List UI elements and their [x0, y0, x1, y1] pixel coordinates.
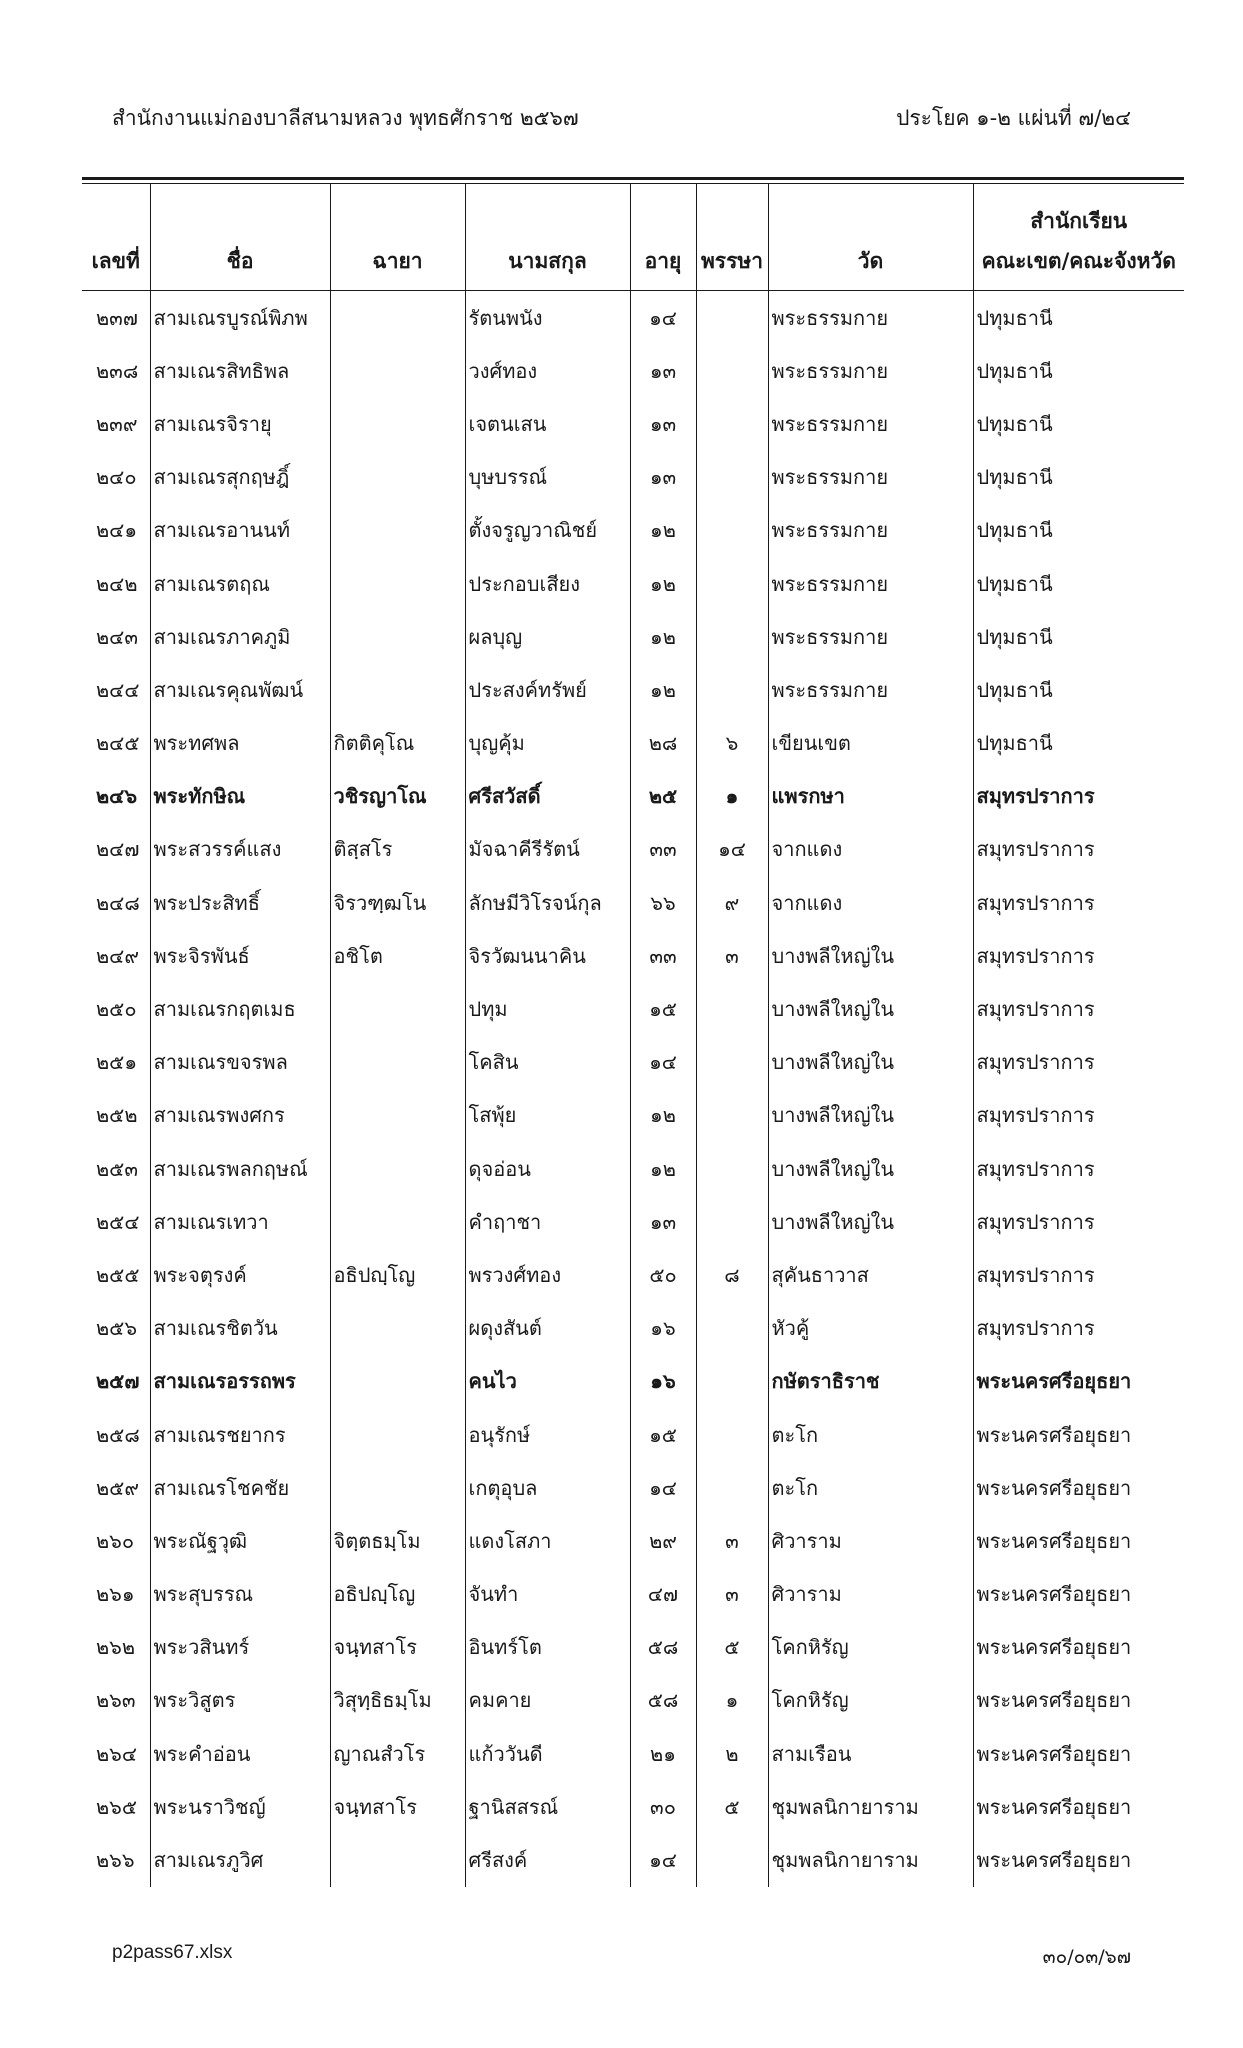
cell-name: สามเณรบูรณ์พิภพ [150, 291, 330, 345]
cell-pansa [696, 1355, 768, 1408]
cell-pansa: ๑๔ [696, 823, 768, 876]
cell-number: ๒๓๙ [96, 411, 138, 436]
cell-name: สามเณรอานนท์ [150, 504, 330, 557]
cell-school: สมุทรปราการ [973, 876, 1184, 929]
cell-school: พระนครศรีอยุธยา [973, 1408, 1184, 1461]
cell-number: ๒๖๐ [96, 1528, 135, 1553]
cell-number: ๒๔๘ [96, 890, 140, 915]
cell-wat: จากแดง [768, 823, 973, 876]
cell-wat: พระธรรมกาย [768, 451, 973, 504]
cell-wat: ศิวาราม [768, 1514, 973, 1567]
cell-chaya [330, 1036, 465, 1089]
table-row [82, 1727, 1184, 1780]
cell-school: ปทุมธานี [973, 451, 1184, 504]
cell-wat: ตะโก [768, 1408, 973, 1461]
cell-pansa: ๒ [696, 1727, 768, 1780]
cell-name: พระจิรพันธ์ [150, 929, 330, 982]
cell-name: พระสวรรค์แสง [150, 823, 330, 876]
cell-wat: สุคันธาวาส [768, 1248, 973, 1301]
table-row [82, 1302, 1184, 1355]
col-header-surname: นามสกุล [465, 184, 630, 291]
cell-age: ๑๖ [630, 1355, 696, 1408]
cell-age: ๑๔ [630, 1461, 696, 1514]
cell-school: สมุทรปราการ [973, 1036, 1184, 1089]
table-row [82, 717, 1184, 770]
table-row [82, 1568, 1184, 1621]
cell-pansa [696, 504, 768, 557]
cell-surname: ปทุม [465, 982, 630, 1035]
cell-surname: ศรีสวัสดิ์ [465, 770, 630, 823]
cell-name: สามเณรจิรายุ [150, 397, 330, 450]
cell-surname: รัตนพนัง [465, 291, 630, 345]
cell-surname: อินทร์โต [465, 1621, 630, 1674]
table-row [82, 1195, 1184, 1248]
cell-number: ๒๔๐ [96, 465, 137, 490]
cell-school: พระนครศรีอยุธยา [973, 1568, 1184, 1621]
cell-wat: บางพลีใหญ่ใน [768, 929, 973, 982]
cell-surname: พรวงศ์ทอง [465, 1248, 630, 1301]
col-header-name: ชื่อ [150, 184, 330, 291]
cell-chaya: อธิปญฺโญ [330, 1568, 465, 1621]
cell-surname: ประกอบเสียง [465, 557, 630, 610]
cell-name: สามเณรอรรถพร [150, 1355, 330, 1408]
table-row [82, 982, 1184, 1035]
cell-wat: พระธรรมกาย [768, 291, 973, 345]
cell-age: ๒๘ [630, 717, 696, 770]
cell-surname: คมคาย [465, 1674, 630, 1727]
cell-pansa [696, 610, 768, 663]
cell-school: สมุทรปราการ [973, 1195, 1184, 1248]
cell-chaya [330, 610, 465, 663]
cell-age: ๑๔ [630, 1833, 696, 1886]
cell-surname: จิรวัฒนนาคิน [465, 929, 630, 982]
table-row [82, 1514, 1184, 1567]
col-header-wat: วัด [768, 184, 973, 291]
cell-surname: ศรีสงค์ [465, 1833, 630, 1886]
cell-school: ปทุมธานี [973, 557, 1184, 610]
cell-chaya [330, 397, 465, 450]
cell-pansa: ๓ [696, 1568, 768, 1621]
cell-age: ๑๒ [630, 504, 696, 557]
cell-name: สามเณรภูวิศ [150, 1833, 330, 1886]
col-header-age: อายุ [630, 184, 696, 291]
cell-chaya [330, 1833, 465, 1886]
cell-name: สามเณรขจรพล [150, 1036, 330, 1089]
cell-age: ๕๐ [630, 1248, 696, 1301]
cell-pansa [696, 1461, 768, 1514]
cell-wat: ศิวาราม [768, 1568, 973, 1621]
cell-school: พระนครศรีอยุธยา [973, 1780, 1184, 1833]
cell-number: ๒๔๙ [96, 943, 139, 968]
cell-surname: เกตุอุบล [465, 1461, 630, 1514]
cell-surname: บุญคุ้ม [465, 717, 630, 770]
cell-pansa [696, 1036, 768, 1089]
cell-number: ๒๔๑ [96, 518, 138, 543]
cell-wat: พระธรรมกาย [768, 344, 973, 397]
cell-age: ๓๓ [630, 929, 696, 982]
cell-age: ๓๐ [630, 1780, 696, 1833]
cell-number: ๒๓๗ [96, 305, 138, 330]
cell-school: สมุทรปราการ [973, 982, 1184, 1035]
cell-wat: บางพลีใหญ่ใน [768, 1195, 973, 1248]
cell-pansa [696, 397, 768, 450]
table-row [82, 876, 1184, 929]
col-header-school-top: สำนักเรียน [1030, 209, 1128, 234]
cell-number: ๒๕๓ [96, 1156, 138, 1181]
cell-pansa [696, 557, 768, 610]
cell-name: สามเณรชิตวัน [150, 1302, 330, 1355]
table-row [82, 451, 1184, 504]
cell-wat: พระธรรมกาย [768, 557, 973, 610]
cell-name: พระจตุรงค์ [150, 1248, 330, 1301]
cell-name: สามเณรตฤณ [150, 557, 330, 610]
table-row [82, 1621, 1184, 1674]
cell-pansa [696, 451, 768, 504]
cell-surname: โคสิน [465, 1036, 630, 1089]
cell-chaya [330, 344, 465, 397]
col-header-school-bottom: คณะเขต/คณะจังหวัด [981, 249, 1176, 274]
cell-school: สมุทรปราการ [973, 929, 1184, 982]
cell-chaya [330, 1089, 465, 1142]
cell-school: สมุทรปราการ [973, 1142, 1184, 1195]
cell-age: ๔๗ [630, 1568, 696, 1621]
cell-school: สมุทรปราการ [973, 1302, 1184, 1355]
cell-name: สามเณรสิทธิพล [150, 344, 330, 397]
cell-school: พระนครศรีอยุธยา [973, 1514, 1184, 1567]
cell-number: ๒๕๙ [96, 1475, 139, 1500]
cell-pansa [696, 982, 768, 1035]
cell-wat: โคกหิรัญ [768, 1621, 973, 1674]
cell-number: ๒๖๔ [96, 1741, 138, 1766]
cell-name: พระนราวิชญ์ [150, 1780, 330, 1833]
cell-age: ๒๑ [630, 1727, 696, 1780]
col-header-school [973, 184, 1184, 291]
cell-school: ปทุมธานี [973, 397, 1184, 450]
cell-surname: ดุจอ่อน [465, 1142, 630, 1195]
cell-number: ๒๖๓ [96, 1688, 136, 1713]
cell-number: ๒๖๑ [96, 1582, 135, 1607]
table-row [82, 1089, 1184, 1142]
cell-wat: บางพลีใหญ่ใน [768, 1036, 973, 1089]
cell-surname: ตั้งจรูญวาณิชย์ [465, 504, 630, 557]
cell-wat: แพรกษา [768, 770, 973, 823]
cell-wat: ตะโก [768, 1461, 973, 1514]
cell-chaya: ติสฺสโร [330, 823, 465, 876]
cell-pansa: ๑ [696, 1674, 768, 1727]
cell-chaya [330, 1195, 465, 1248]
cell-wat: ชุมพลนิกายาราม [768, 1780, 973, 1833]
cell-name: สามเณรภาคภูมิ [150, 610, 330, 663]
cell-name: พระทักษิณ [150, 770, 330, 823]
table-row [82, 1461, 1184, 1514]
table-row [82, 1248, 1184, 1301]
cell-surname: ประสงค์ทรัพย์ [465, 663, 630, 716]
cell-pansa [696, 1089, 768, 1142]
cell-age: ๑๕ [630, 1408, 696, 1461]
cell-age: ๖๖ [630, 876, 696, 929]
cell-number: ๒๕๐ [96, 997, 137, 1022]
cell-chaya [330, 557, 465, 610]
cell-surname: แดงโสภา [465, 1514, 630, 1567]
table-row [82, 557, 1184, 610]
cell-number: ๒๕๖ [96, 1316, 138, 1341]
cell-chaya [330, 1355, 465, 1408]
cell-wat: พระธรรมกาย [768, 504, 973, 557]
cell-number: ๒๕๗ [96, 1369, 140, 1394]
col-header-pansa: พรรษา [696, 184, 768, 291]
cell-chaya [330, 504, 465, 557]
cell-wat: โคกหิรัญ [768, 1674, 973, 1727]
cell-pansa: ๙ [696, 876, 768, 929]
table-header-row [82, 184, 1184, 291]
cell-surname: เจตนเสน [465, 397, 630, 450]
table-row [82, 663, 1184, 716]
footer-filename: p2pass67.xlsx [112, 1942, 233, 1963]
cell-school: พระนครศรีอยุธยา [973, 1621, 1184, 1674]
cell-chaya: วชิรญาโณ [330, 770, 465, 823]
header-rule-thick [82, 177, 1184, 180]
cell-school: พระนครศรีอยุธยา [973, 1355, 1184, 1408]
cell-school: ปทุมธานี [973, 610, 1184, 663]
cell-school: พระนครศรีอยุธยา [973, 1674, 1184, 1727]
cell-chaya [330, 1408, 465, 1461]
cell-age: ๑๒ [630, 663, 696, 716]
cell-school: พระนครศรีอยุธยา [973, 1727, 1184, 1780]
cell-surname: จันทำ [465, 1568, 630, 1621]
cell-name: สามเณรชยากร [150, 1408, 330, 1461]
cell-school: ปทุมธานี [973, 717, 1184, 770]
cell-surname: อนุรักษ์ [465, 1408, 630, 1461]
header-sheet-number: ประโยค ๑-๒ แผ่นที่ ๗/๒๔ [896, 106, 1131, 130]
cell-chaya: จิรวฑฺฒโน [330, 876, 465, 929]
cell-number: ๒๕๒ [96, 1103, 138, 1128]
cell-chaya: วิสุทฺธิธมฺโม [330, 1674, 465, 1727]
results-table [82, 184, 1184, 1887]
cell-age: ๑๖ [630, 1302, 696, 1355]
cell-age: ๕๘ [630, 1621, 696, 1674]
cell-chaya: อธิปญฺโญ [330, 1248, 465, 1301]
cell-chaya [330, 663, 465, 716]
cell-wat: บางพลีใหญ่ใน [768, 982, 973, 1035]
cell-school: สมุทรปราการ [973, 1248, 1184, 1301]
table-row [82, 929, 1184, 982]
cell-age: ๑๒ [630, 557, 696, 610]
cell-number: ๒๔๓ [96, 624, 138, 649]
cell-surname: บุษบรรณ์ [465, 451, 630, 504]
cell-school: ปทุมธานี [973, 344, 1184, 397]
cell-pansa: ๓ [696, 929, 768, 982]
cell-number: ๒๕๑ [96, 1050, 138, 1075]
cell-chaya: จนฺทสาโร [330, 1621, 465, 1674]
cell-name: พระณัฐวุฒิ [150, 1514, 330, 1567]
cell-school: ปทุมธานี [973, 291, 1184, 345]
cell-age: ๑๔ [630, 291, 696, 345]
cell-name: พระวิสูตร [150, 1674, 330, 1727]
cell-name: สามเณรกฤตเมธ [150, 982, 330, 1035]
table-row [82, 770, 1184, 823]
cell-surname: ฐานิสสรณ์ [465, 1780, 630, 1833]
cell-age: ๒๕ [630, 770, 696, 823]
cell-chaya: กิตติคุโณ [330, 717, 465, 770]
cell-name: พระทศพล [150, 717, 330, 770]
cell-number: ๒๖๒ [96, 1635, 136, 1660]
table-row [82, 823, 1184, 876]
cell-wat: พระธรรมกาย [768, 397, 973, 450]
cell-school: พระนครศรีอยุธยา [973, 1833, 1184, 1886]
cell-name: สามเณรคุณพัฒน์ [150, 663, 330, 716]
cell-surname: มัจฉาคีรีรัตน์ [465, 823, 630, 876]
cell-age: ๑๕ [630, 982, 696, 1035]
cell-wat: ชุมพลนิกายาราม [768, 1833, 973, 1886]
cell-age: ๕๘ [630, 1674, 696, 1727]
cell-chaya [330, 451, 465, 504]
cell-name: พระประสิทธิ์ [150, 876, 330, 929]
cell-age: ๑๓ [630, 1195, 696, 1248]
footer-date: ๓๐/๐๓/๖๗ [1042, 1946, 1131, 1968]
cell-wat: พระธรรมกาย [768, 610, 973, 663]
cell-wat: พระธรรมกาย [768, 663, 973, 716]
table-row [82, 1674, 1184, 1727]
cell-age: ๑๒ [630, 1142, 696, 1195]
table-row [82, 1780, 1184, 1833]
cell-school: ปทุมธานี [973, 504, 1184, 557]
cell-pansa: ๓ [696, 1514, 768, 1567]
table-body [82, 291, 1184, 1887]
cell-surname: คนไว [465, 1355, 630, 1408]
cell-surname: ผดุงสันต์ [465, 1302, 630, 1355]
cell-number: ๒๔๗ [96, 837, 140, 862]
cell-pansa [696, 1408, 768, 1461]
cell-pansa [696, 1195, 768, 1248]
table-row [82, 1355, 1184, 1408]
cell-chaya [330, 291, 465, 345]
table-row [82, 291, 1184, 345]
cell-age: ๑๒ [630, 1089, 696, 1142]
cell-surname: คำฤาชา [465, 1195, 630, 1248]
cell-chaya: จิตฺตธมฺโม [330, 1514, 465, 1567]
cell-chaya [330, 1142, 465, 1195]
table-row [82, 344, 1184, 397]
cell-name: สามเณรสุกฤษฎิ์ [150, 451, 330, 504]
cell-chaya: ญาณสํวโร [330, 1727, 465, 1780]
cell-age: ๑๓ [630, 344, 696, 397]
cell-school: ปทุมธานี [973, 663, 1184, 716]
table-row [82, 610, 1184, 663]
cell-chaya [330, 1302, 465, 1355]
cell-pansa [696, 344, 768, 397]
cell-age: ๓๓ [630, 823, 696, 876]
table-row [82, 397, 1184, 450]
header-office-title: สำนักงานแม่กองบาลีสนามหลวง พุทธศักราช ๒๕๖๗ [112, 106, 579, 130]
cell-wat: จากแดง [768, 876, 973, 929]
cell-number: ๒๕๕ [96, 1262, 140, 1287]
cell-number: ๒๓๘ [96, 358, 139, 383]
cell-surname: โสพุ้ย [465, 1089, 630, 1142]
cell-pansa [696, 1302, 768, 1355]
cell-pansa [696, 663, 768, 716]
cell-surname: ลักษมีวิโรจน์กุล [465, 876, 630, 929]
cell-age: ๑๓ [630, 397, 696, 450]
cell-age: ๑๔ [630, 1036, 696, 1089]
table-row [82, 504, 1184, 557]
cell-wat: เขียนเขต [768, 717, 973, 770]
cell-name: สามเณรพลกฤษณ์ [150, 1142, 330, 1195]
cell-name: สามเณรโชคชัย [150, 1461, 330, 1514]
table-row [82, 1036, 1184, 1089]
col-header-chaya: ฉายา [330, 184, 465, 291]
cell-name: สามเณรเทวา [150, 1195, 330, 1248]
table-row [82, 1833, 1184, 1886]
cell-wat: บางพลีใหญ่ใน [768, 1142, 973, 1195]
cell-pansa [696, 1833, 768, 1886]
cell-pansa: ๑ [696, 770, 768, 823]
cell-wat: บางพลีใหญ่ใน [768, 1089, 973, 1142]
cell-number: ๒๖๕ [96, 1794, 138, 1819]
cell-school: สมุทรปราการ [973, 1089, 1184, 1142]
cell-pansa: ๖ [696, 717, 768, 770]
cell-chaya [330, 982, 465, 1035]
table-row [82, 1408, 1184, 1461]
cell-number: ๒๔๖ [96, 784, 138, 809]
cell-pansa [696, 1142, 768, 1195]
cell-school: สมุทรปราการ [973, 770, 1184, 823]
cell-pansa: ๕ [696, 1780, 768, 1833]
cell-number: ๒๕๘ [96, 1422, 140, 1447]
cell-name: พระคำอ่อน [150, 1727, 330, 1780]
col-header-number: เลขที่ [82, 184, 150, 291]
cell-number: ๒๔๕ [96, 731, 140, 756]
cell-number: ๒๔๔ [96, 677, 140, 702]
cell-surname: วงศ์ทอง [465, 344, 630, 397]
cell-age: ๒๙ [630, 1514, 696, 1567]
cell-chaya [330, 1461, 465, 1514]
cell-chaya: อชิโต [330, 929, 465, 982]
cell-wat: กษัตราธิราช [768, 1355, 973, 1408]
cell-pansa: ๕ [696, 1621, 768, 1674]
cell-name: พระวสินทร์ [150, 1621, 330, 1674]
cell-wat: หัวคู้ [768, 1302, 973, 1355]
cell-surname: แก้ววันดี [465, 1727, 630, 1780]
cell-number: ๒๔๒ [96, 571, 138, 596]
cell-chaya: จนฺทสาโร [330, 1780, 465, 1833]
cell-name: สามเณรพงศกร [150, 1089, 330, 1142]
cell-school: สมุทรปราการ [973, 823, 1184, 876]
cell-number: ๒๖๖ [96, 1848, 135, 1873]
cell-pansa [696, 291, 768, 345]
cell-pansa: ๘ [696, 1248, 768, 1301]
cell-age: ๑๒ [630, 610, 696, 663]
cell-number: ๒๕๔ [96, 1209, 140, 1234]
cell-surname: ผลบุญ [465, 610, 630, 663]
table-row [82, 1142, 1184, 1195]
cell-wat: สามเรือน [768, 1727, 973, 1780]
cell-school: พระนครศรีอยุธยา [973, 1461, 1184, 1514]
cell-name: พระสุบรรณ [150, 1568, 330, 1621]
cell-age: ๑๓ [630, 451, 696, 504]
